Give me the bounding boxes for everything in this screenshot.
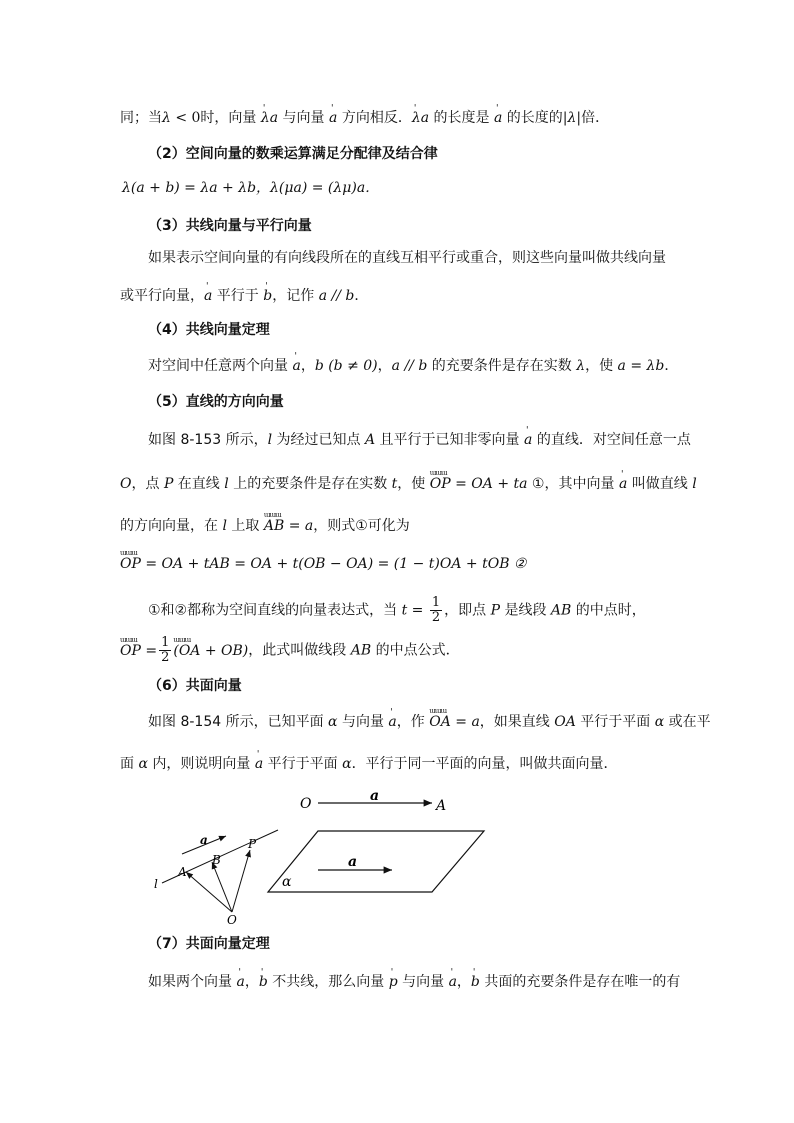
para-5-line-4: ①和②都称为空间直线的向量表达式，当 t = $\frac{1}{2}$ ，即点 P 是线段 AB 的中点时， xyxy=(148,595,646,625)
heading-5: （5）直线的方向向量 xyxy=(148,394,284,410)
heading-4: （4）共线向量定理 xyxy=(148,322,270,338)
para-5-line-2: O，点 P 在直线 l 上的充要条件是存在实数 t，使 ɯɯɯ OP = OA + ta ①，其中向量 ' a 叫做直线 l xyxy=(120,474,697,494)
label-A: A xyxy=(178,865,187,879)
label-O-top: O xyxy=(300,796,312,812)
para-5-line-3: 的方向向量，在 l 上取 ɯɯɯ AB = a，则式①可化为 xyxy=(120,516,410,536)
label-P: P xyxy=(248,837,257,851)
segment-OB xyxy=(212,862,232,912)
para-3-line-1: 如果表示空间向量的有向线段所在的直线互相平行或重合，则这些向量叫做共线向量 xyxy=(148,250,666,266)
heading-2: （2）空间向量的数乘运算满足分配律及结合律 xyxy=(148,146,438,162)
para-3-line-2: 或平行向量，' a 平行于 ' b，记作 a // b． xyxy=(120,286,368,306)
label-B: B xyxy=(212,853,221,867)
label-alpha: α xyxy=(282,874,292,890)
formula-5: ɯɯɯ OP = OA + tAB = OA + t(OB − OA) = (1 − t)OA + tOB ② xyxy=(120,554,527,574)
para-6-line-2: 面 α 内，则说明向量 ' a 平行于平面 α．平行于同一平面的向量，叫做共面向量． xyxy=(120,754,618,774)
heading-3: （3）共线向量与平行向量 xyxy=(148,218,312,234)
segment-OP xyxy=(232,850,250,912)
heading-7: （7）共面向量定理 xyxy=(148,936,270,952)
para-5-line-5: ɯɯɯ OP = $\frac{1}{2}$ ɯɯɯ (OA + OB)，此式叫做线段 AB 的中点公式． xyxy=(120,636,460,665)
label-O-bottom: O xyxy=(227,913,237,927)
formula-2: λ(a + b) = λa + λb，λ(μa) = (λμ)a． xyxy=(122,180,380,196)
fraction-half-2: $\frac{1}{2}$ xyxy=(161,635,170,665)
figure-vectors xyxy=(0,786,794,946)
label-a-top: a xyxy=(370,788,380,804)
para-6-line-1: 如图 8-154 所示，已知平面 α 与向量 ' a，作 ɯɯɯ OA = a，如果直线 OA 平行于平面 α 或在平 xyxy=(148,712,711,732)
para-7: 如果两个向量 ' a，' b 不共线，那么向量 ' p 与向量 ' a，' b 共面的充要条件是存在唯一的有 xyxy=(148,972,680,992)
para-5-line-1: 如图 8-153 所示，l 为经过已知点 A 且平行于已知非零向量 ' a 的直线．对空间任意一点 xyxy=(148,430,691,450)
para-4: 对空间中任意两个向量 ' a，b (b ≠ 0)，a // b 的充要条件是存在实数 λ，使 a = λb． xyxy=(148,356,678,376)
label-A-top: A xyxy=(436,798,447,814)
label-a-plane: a xyxy=(348,854,358,870)
plane-alpha xyxy=(268,831,484,892)
label-a-left: a xyxy=(200,833,208,847)
text-line-1: 同；当λ < 0时，向量 ' λa 与向量 ' a 方向相反．' λa 的长度是 ' a 的长度的|λ|倍． xyxy=(120,108,609,128)
label-l: l xyxy=(154,877,158,891)
fraction-half: $\frac{1}{2}$ xyxy=(431,595,441,625)
segment-OA xyxy=(186,872,232,912)
heading-6: （6）共面向量 xyxy=(148,678,242,694)
